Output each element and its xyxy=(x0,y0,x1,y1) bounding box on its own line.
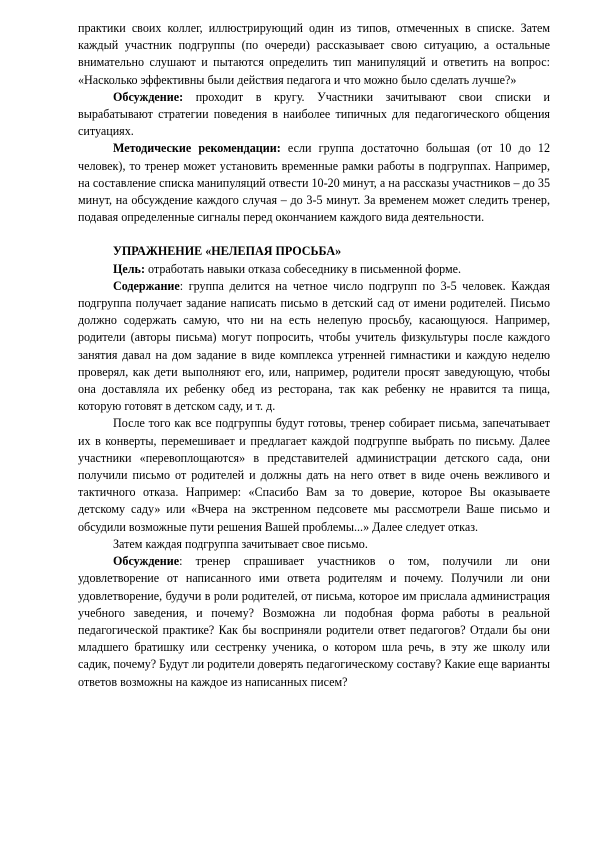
paragraph-text: если группа достаточно большая (от 10 до 12 человек), то тренер может установить временные рамки работы в подгруппах. Например, на составление списка манипуляций отвести 10-20 минут, а на рассказы участников – до 35 минут, на обсуждение каждого случая – до 3-5 минут. За временем может следить тренер, подавая определенные сигналы перед окончанием каждого вида деятельности. xyxy=(78,141,550,225)
goal-text: отработать навыки отказа собеседнику в письменной форме. xyxy=(144,261,462,276)
content-text: : группа делится на четное число подгрупп по 3-5 человек. Каждая подгруппа получает задание написать письмо в детский сад от имени родителей. Письмо должно содержать самую, что ни на есть нелепую просьбу, касающуюся. Например, родители (авторы письма) могут попросить, чтобы учитель физкультуры после каждого занятия давал на дом задание в виде комплекса утренней гимнастики и каждую неделю проверял, как дети выполняют его, или, например, родители просят заведующую, чтобы она доставляла их ребенку обед из ресторана, так как ребенку не нравится та пища, которую готовят в детском саду, и т. д. xyxy=(78,278,550,414)
discussion-text: : тренер спрашивает участников о том, получили ли они удовлетворение от написанного ими ответа родителям и почему. Получили ли они удовлетворение, будучи в роли родителей, от письма, которое им прислала администрация учебного заведения, и почему? Возможна ли подобная форма работы в реальной педагогической практике? Как бы восприняли родители ответ педагогов? Отдали бы они младшего братишку или сестренку ученика, о котором шла речь, в эту же школу или садик, почему? Будут ли родители доверять педагогическому составу? Какие еще варианты ответов возможны на каждое из написанных писем? xyxy=(78,554,550,689)
paragraph-continuation xyxy=(78,20,550,89)
paragraph-content xyxy=(78,278,550,416)
paragraph-text: проходит в кругу. Участники зачитывают свои списки и вырабатывают стратегии поведения в наиболее типичных для педагогического общения ситуациях. xyxy=(78,89,550,139)
goal-lead: Цель: xyxy=(113,261,145,276)
paragraph-lead: Обсуждение: xyxy=(113,89,184,104)
section-gap xyxy=(78,226,550,243)
paragraph-read-letter: Затем каждая подгруппа зачитывает свое письмо. xyxy=(113,536,368,551)
paragraph-recommendations xyxy=(78,140,550,226)
paragraph-goal xyxy=(78,261,550,278)
paragraph-discussion-1 xyxy=(78,89,550,141)
page-body xyxy=(78,20,550,691)
paragraph-discussion-2 xyxy=(78,553,550,691)
paragraph-text: практики своих коллег, иллюстрирующий один из типов, отмеченных в списке. Затем каждый участник подгруппы (по очереди) рассказывает свою ситуацию, а остальные внимательно слушают и пытаются определить тип манипуляций и ответить на вопрос: «Насколько эффективны были действия педагога и что можно было сделать лучше?» xyxy=(78,21,550,87)
content-lead: Содержание xyxy=(113,278,180,293)
paragraph-lead: Методические рекомендации: xyxy=(113,141,281,156)
paragraph-after-groups: После того как все подгруппы будут готовы, тренер собирает письма, запечатывает их в конверты, перемешивает и предлагает каждой подгруппе выбрать по письму. Далее участники «перевоплощаются» в представителей администрации детского сада, они получили письмо от родителей и должны дать на него ответ в виде очень вежливого и тактичного отказа. Например: «Спасибо Вам за то доверие, которое Вы оказываете детскому саду» или «Вчера на экстренном педсовете мы рассмотрели Ваше письмо и обсудили возможные пути решения Вашей проблемы...» Далее следует отказ. xyxy=(78,416,550,534)
exercise-title: УПРАЖНЕНИЕ «НЕЛЕПАЯ ПРОСЬБА» xyxy=(113,244,342,259)
discussion-lead: Обсуждение xyxy=(113,554,180,569)
